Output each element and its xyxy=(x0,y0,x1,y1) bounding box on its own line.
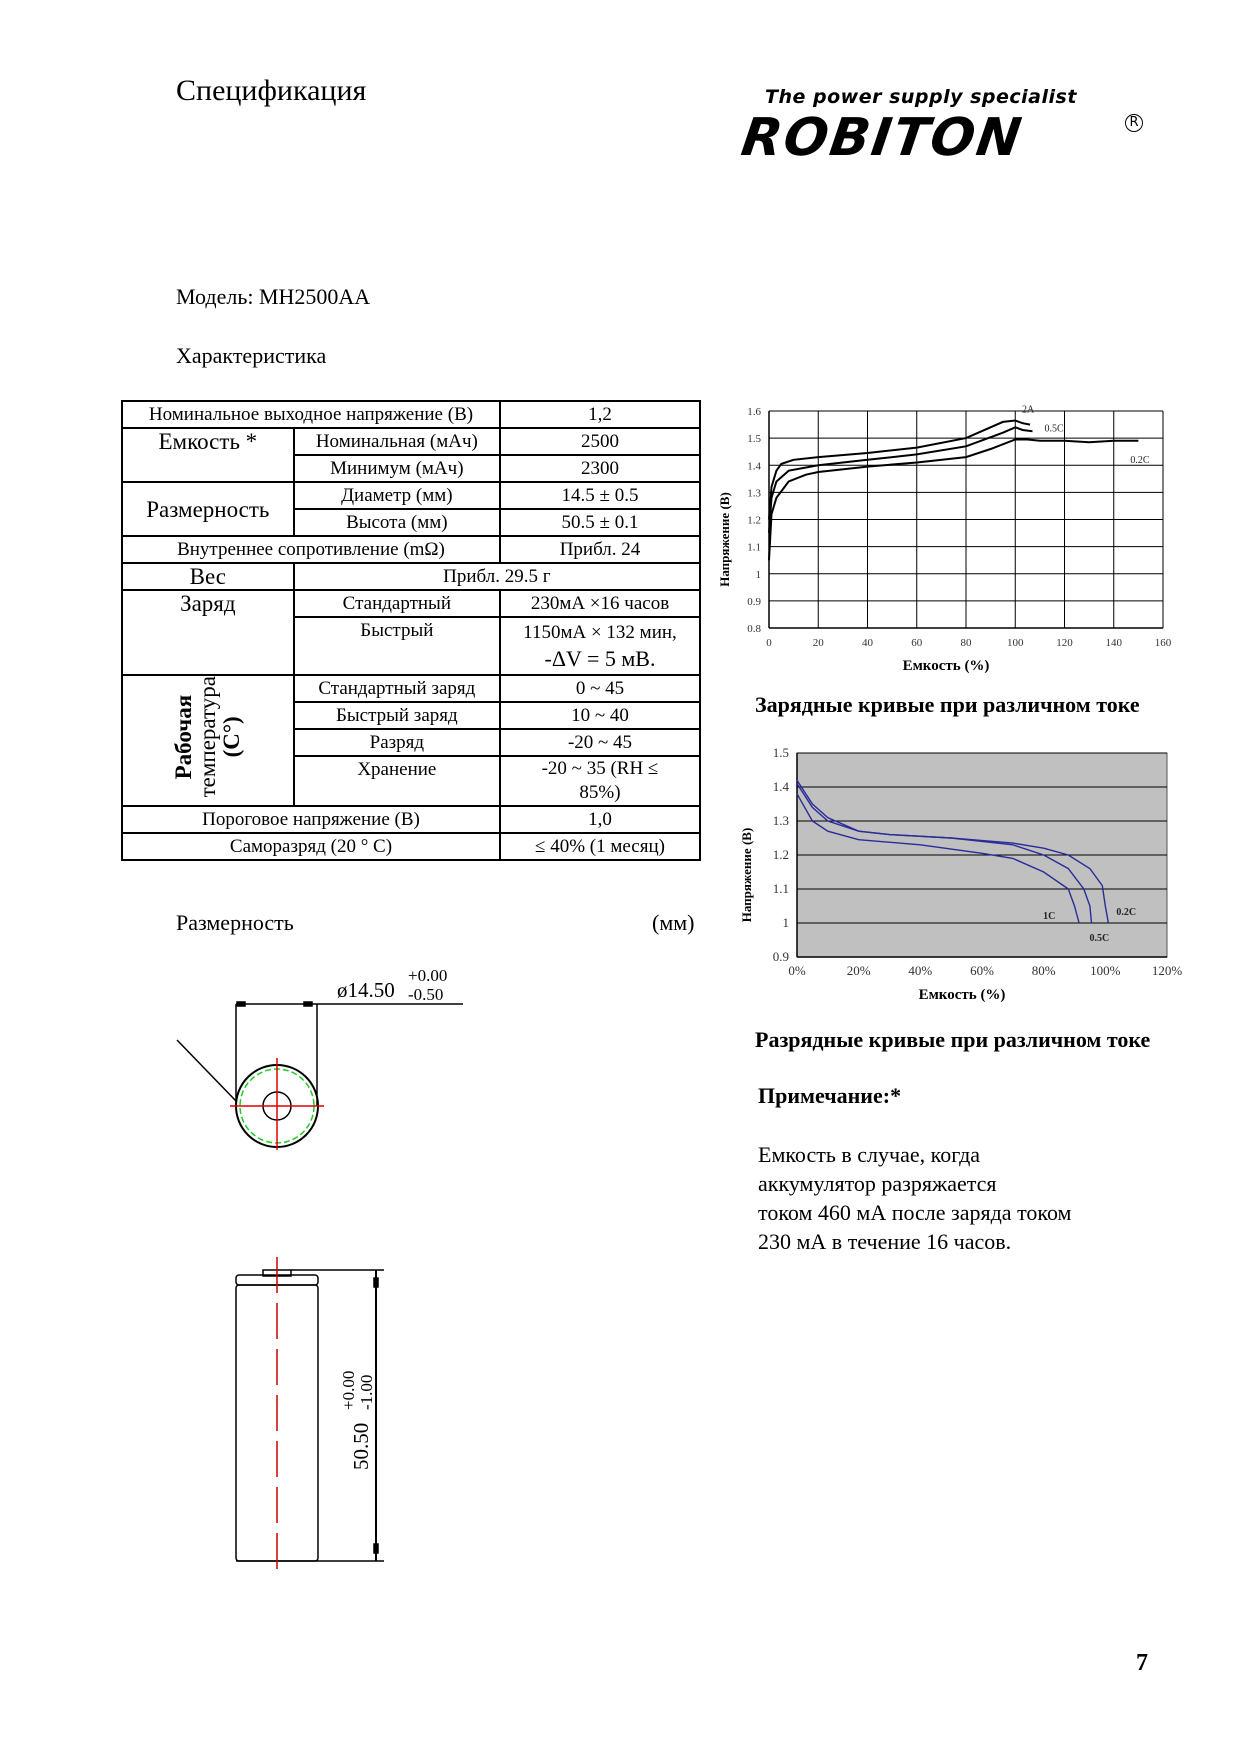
cell-label: Емкость * xyxy=(122,428,294,482)
series-label: 0.2C xyxy=(1116,907,1137,918)
y-tick-label: 1.5 xyxy=(772,745,789,760)
y-tick-label: 1.3 xyxy=(772,813,789,828)
page-title: Спецификация xyxy=(176,74,367,107)
x-tick-label: 120 xyxy=(1056,637,1073,649)
charge-curves-chart xyxy=(715,395,1175,685)
model-label: Модель: MH2500AA xyxy=(176,284,371,309)
y-tick-label: 1.4 xyxy=(772,779,789,794)
y-tick-label: 0.9 xyxy=(747,595,761,608)
y-tick-label: 1.3 xyxy=(747,487,761,500)
cell-value: 1,2 xyxy=(500,401,700,428)
x-axis-label: Емкость (%) xyxy=(918,987,1006,1003)
x-tick-label: 20 xyxy=(812,637,824,649)
fast-charge-value: 1150мА × 132 мин, xyxy=(523,622,677,643)
temp-label-2: температура xyxy=(194,676,220,798)
temp-label-3: (С°) xyxy=(218,716,244,758)
logo-brand: ROBITON xyxy=(737,108,1027,168)
x-tick-label: 0% xyxy=(788,963,806,978)
series-label: 1C xyxy=(1043,911,1056,922)
x-tick-label: 80 xyxy=(960,637,972,649)
diameter-main: ø14.50 xyxy=(337,978,395,1002)
temp-label-1: Рабочая xyxy=(170,694,196,780)
note-line: аккумулятор разряжается xyxy=(758,1171,997,1196)
cell-value: 14.5 ± 0.5 xyxy=(500,482,700,509)
registered-mark-icon: R xyxy=(1125,114,1143,132)
note-line: Емкость в случае, когда xyxy=(758,1142,981,1167)
cell-label: Заряд xyxy=(122,590,294,675)
x-tick-label: 60 xyxy=(911,637,923,649)
y-tick-label: 1.1 xyxy=(747,541,761,554)
cell-value: 0 ~ 45 xyxy=(500,675,700,702)
cell-value: 10 ~ 40 xyxy=(500,702,700,729)
cell-value: 1,0 xyxy=(500,806,700,833)
x-tick-label: 160 xyxy=(1154,637,1172,649)
top-view-drawing xyxy=(177,1002,463,1150)
cell-value: 2500 xyxy=(500,428,700,455)
x-axis-label: Емкость (%) xyxy=(902,658,990,674)
height-main: 50.50 xyxy=(349,1422,373,1470)
logo-tagline: The power supply specialist xyxy=(765,86,1077,108)
y-tick-label: 1.1 xyxy=(772,881,789,896)
note-text xyxy=(758,1140,1071,1256)
dimensions-unit: (мм) xyxy=(652,910,695,935)
side-view-drawing xyxy=(236,1257,384,1572)
x-tick-label: 0 xyxy=(766,637,772,649)
note-line: 230 мА в течение 16 часов. xyxy=(758,1229,1012,1254)
y-tick-label: 1.5 xyxy=(747,433,761,446)
cell-label: Диаметр (мм) xyxy=(294,482,500,509)
page-number: 7 xyxy=(1136,1650,1148,1676)
cell-label: Высота (мм) xyxy=(294,509,500,536)
cell-label: Быстрый заряд xyxy=(294,702,500,729)
cell-value: Прибл. 29.5 г xyxy=(294,563,700,590)
cell-label: Внутреннее сопротивление (mΩ) xyxy=(122,536,500,563)
x-tick-label: 60% xyxy=(970,963,994,978)
y-tick-label: 1.6 xyxy=(747,406,761,418)
y-tick-label: 0.9 xyxy=(772,949,789,964)
fast-charge-delta-v: -ΔV = 5 мВ. xyxy=(544,646,656,671)
x-tick-label: 140 xyxy=(1105,637,1122,649)
y-tick-label: 1 xyxy=(782,915,789,930)
storage-value-1: -20 ~ 35 (RH ≤ xyxy=(541,758,659,779)
cell-label: Размерность xyxy=(122,482,294,536)
charge-chart-caption: Зарядные кривые при различном токе xyxy=(755,692,1140,717)
y-axis-label: Напряжение (В) xyxy=(739,827,754,923)
diameter-lower: -0.50 xyxy=(408,985,444,1004)
cell-label: Вес xyxy=(122,563,294,590)
storage-value-2: 85%) xyxy=(579,782,621,803)
dimensions-heading: Размерность xyxy=(176,910,294,935)
x-tick-label: 40% xyxy=(908,963,933,978)
cell-value: 230мА ×16 часов xyxy=(500,590,700,617)
y-tick-label: 1.2 xyxy=(772,847,789,862)
x-tick-label: 20% xyxy=(846,963,871,978)
cell-label: Номинальная (мАч) xyxy=(294,428,500,455)
x-tick-label: 40 xyxy=(862,637,873,649)
characteristics-heading: Характеристика xyxy=(176,343,327,368)
discharge-curves-chart xyxy=(735,738,1195,1018)
height-lower: -1.00 xyxy=(357,1374,376,1410)
cell-value: 2300 xyxy=(500,455,700,482)
cell-label: Разряд xyxy=(294,729,500,756)
y-tick-label: 1.2 xyxy=(747,514,761,527)
cell-label: Быстрый xyxy=(294,617,500,675)
series-label: 0.2C xyxy=(1130,454,1150,466)
note-title: Примечание:* xyxy=(758,1083,902,1108)
diameter-upper: +0.00 xyxy=(408,966,448,985)
series-label: 0.5C xyxy=(1089,933,1110,944)
series-label: 2A xyxy=(1022,404,1035,416)
y-tick-label: 1.4 xyxy=(747,460,761,473)
height-upper: +0.00 xyxy=(339,1370,358,1410)
diameter-dimension xyxy=(337,966,447,1004)
y-tick-label: 0.8 xyxy=(747,623,761,635)
note-line: током 460 мА после заряда током xyxy=(758,1200,1072,1225)
height-dimension xyxy=(339,1371,376,1470)
cell-label: Стандартный xyxy=(294,590,500,617)
cell-label: Хранение xyxy=(294,756,500,806)
cell-value: ≤ 40% (1 месяц) xyxy=(500,833,700,860)
cell-label: Саморазряд (20 ° С) xyxy=(122,833,500,860)
y-axis-label: Напряжение (В) xyxy=(717,492,732,587)
discharge-chart-caption: Разрядные кривые при различном токе xyxy=(755,1027,1151,1052)
cell-label: Номинальное выходное напряжение (В) xyxy=(122,401,500,428)
cell-label: Стандартный заряд xyxy=(294,675,500,702)
series-label: 0.5C xyxy=(1044,423,1064,435)
cell-value: 50.5 ± 0.1 xyxy=(500,509,700,536)
cell-label: Минимум (мАч) xyxy=(294,455,500,482)
x-tick-label: 100 xyxy=(1007,637,1024,649)
cell-value: -20 ~ 45 xyxy=(500,729,700,756)
x-tick-label: 100% xyxy=(1090,963,1121,978)
cell-value: Прибл. 24 xyxy=(500,536,700,563)
x-tick-label: 120% xyxy=(1151,963,1183,978)
y-tick-label: 1 xyxy=(755,568,761,581)
x-tick-label: 80% xyxy=(1031,963,1056,978)
cell-label: Пороговое напряжение (В) xyxy=(122,806,500,833)
